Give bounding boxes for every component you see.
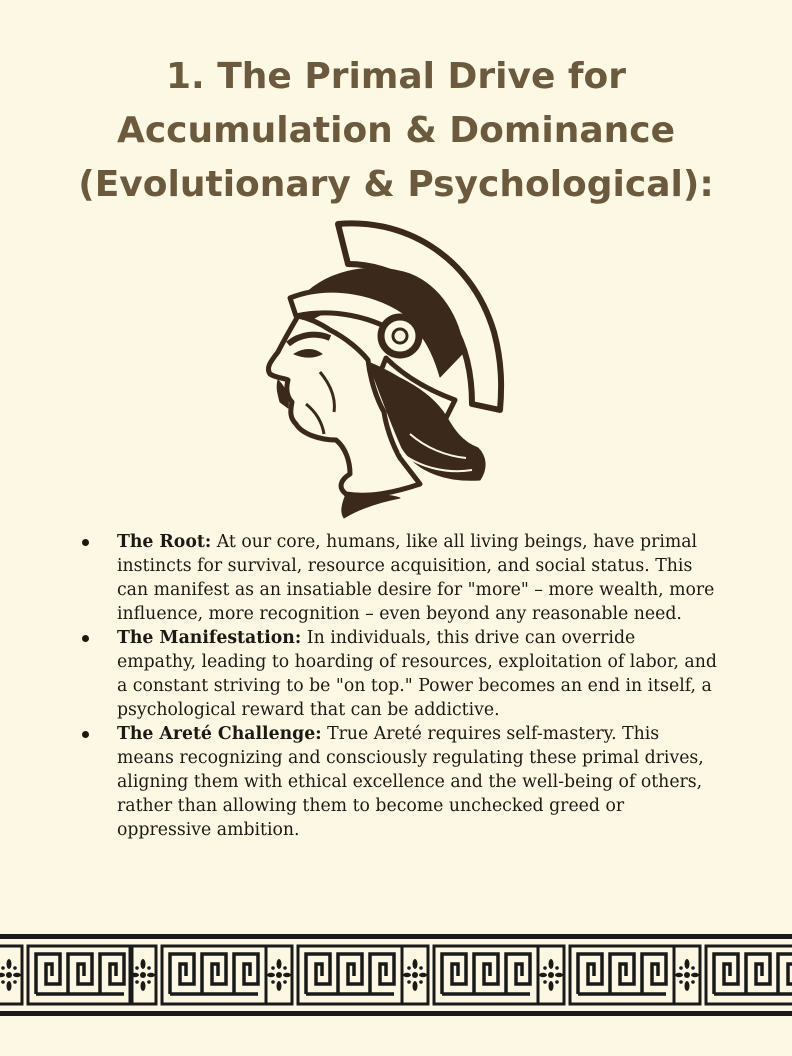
bullet-dot-icon — [82, 731, 89, 738]
title-line-2: Accumulation & Dominance — [116, 110, 676, 151]
border-segment — [674, 946, 792, 1004]
bullet-manifestation — [78, 626, 718, 722]
bullet-root — [78, 530, 718, 626]
greek-key-border — [0, 932, 792, 1018]
bullet-text: In individuals, this drive can override empathy, leading to hoarding of resources, exploitation of labor, and a constant striving to be "on top." Power becomes an end in itself, a psychological reward that can be addictive. — [117, 628, 717, 720]
bullet-label: The Areté Challenge: — [117, 724, 322, 744]
title-line-1: 1. The Primal Drive for — [165, 56, 627, 97]
page-title — [40, 50, 752, 212]
border-segment — [266, 946, 402, 1004]
bullet-label: The Root: — [117, 532, 212, 552]
title-line-3: (Evolutionary & Psychological): — [78, 164, 714, 205]
bullet-text: At our core, humans, like all living beings, have primal instincts for survival, resource acquisition, and social status. This can manifest as an insatiable desire for "more" – more wealth, more influence, more recognition – even beyond any reasonable need. — [117, 532, 715, 624]
bullet-list — [78, 530, 718, 842]
border-segment — [402, 946, 538, 1004]
bullet-dot-icon — [82, 635, 89, 642]
bullet-label: The Manifestation: — [117, 628, 302, 648]
bullet-dot-icon — [82, 539, 89, 546]
border-segment — [130, 946, 266, 1004]
border-segment — [0, 946, 132, 1004]
bullet-arete-challenge — [78, 722, 718, 842]
bullet-text: True Areté requires self-mastery. This means recognizing and consciously regulating these primal drives, aligning them with ethical excellence and the well-being of others, rather than allowing them to become unchecked greed or oppressive ambition. — [117, 724, 704, 840]
border-segment — [538, 946, 674, 1004]
spartan-helmet-warrior-icon — [250, 212, 530, 522]
